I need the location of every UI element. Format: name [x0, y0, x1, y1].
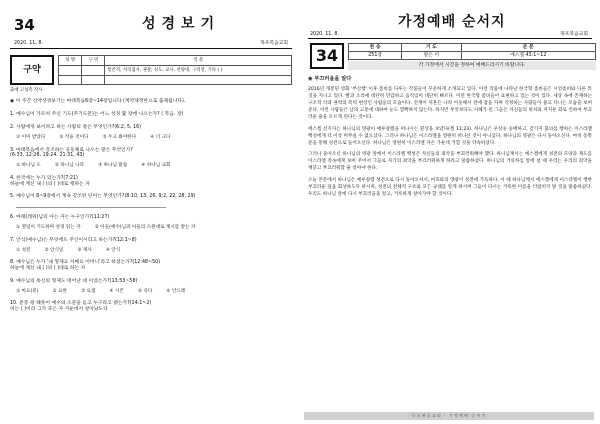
choice[interactable]: ② 아들(예수)님과 아들의 소원대로 계시를 받는 자 — [94, 225, 196, 231]
district-cell[interactable] — [82, 75, 105, 84]
question-text: 2. 사람에게 보이려고 하는 사람의 장은 무엇인가?(6:2, 5, 16) — [10, 125, 142, 131]
date: 2020. 11. 8. — [310, 32, 339, 37]
issue-number: 34 — [310, 43, 344, 69]
choice[interactable]: ③ 요셉 — [80, 288, 96, 294]
role-options: 항존직, 서리집사, 권찰, 성도, 교사, 찬양대, 구역장, 기타 ( ) — [105, 65, 292, 75]
right-page — [300, 0, 600, 424]
worship-title: 가정예배 순서지 — [398, 14, 506, 30]
choice[interactable]: ② 안식일 — [44, 247, 64, 253]
prayer-value: 말은 이 — [402, 52, 461, 60]
question-text: 7. 안식(예수님)은 무엇에도 주인이시라고 하는가?(12:1~8) — [10, 237, 137, 243]
question-sub: 이는 ( )이라 그가 죽은 자 가운데서 살아났도다 — [10, 307, 108, 313]
question — [10, 215, 292, 230]
question — [10, 176, 292, 188]
question — [10, 238, 292, 253]
footer-bar: 목포복음교회 · 가정예배 순서지 — [304, 412, 594, 420]
choice[interactable]: ② 하나님 나라 — [54, 163, 85, 169]
scripture-header: 본 문 — [461, 44, 596, 52]
name-cell[interactable] — [59, 65, 82, 75]
role-cell[interactable] — [105, 75, 292, 84]
church-name: 목포복음교회 — [260, 41, 288, 46]
question-text: 10. 분봉 왕 헤롯이 예수의 소문을 듣고 누구라고 했는가?(14:1~2) — [10, 301, 152, 307]
right-header — [308, 10, 592, 82]
church-name: 목포복음교회 — [560, 32, 588, 37]
choice-list — [10, 135, 292, 141]
hymn-value: 251장 — [349, 52, 402, 60]
choice[interactable]: ③ 두고 봐야한다 — [102, 134, 137, 140]
question-text: 6. 마태(레위)님의 아는 자는 누구인가?(11:27) — [10, 215, 110, 221]
choice-list — [10, 163, 292, 169]
col-role: 직 분 — [105, 56, 292, 66]
choice[interactable]: ① 열일이 기도하며 성경 읽는 자 — [16, 225, 81, 231]
choice-list — [10, 289, 292, 295]
col-district: 구 역 — [82, 56, 105, 66]
choice-list — [10, 248, 292, 254]
question-sub: 하늘에 계신 내 ( )의 ( )대로 행하는 자 — [10, 181, 90, 187]
choice[interactable]: ③ 제사 — [77, 247, 92, 253]
choice[interactable]: ② 요한 — [52, 288, 67, 294]
prayer-header: 기 도 — [402, 44, 461, 52]
info-table — [58, 55, 292, 85]
answer-line[interactable] — [16, 203, 166, 208]
date: 2020. 11. 8. — [14, 41, 43, 46]
question-sub: 하늘에 계신 내 ( )의 ( )대로 하는 자 — [10, 266, 86, 272]
question-sub: (6:33, 12:28, 19:24, 21:31, 43) — [10, 153, 85, 159]
sermon-paragraph: 오늘 본문에서 하나님은 예루살렘 성전으로 다시 돌아오셔서, 여호와의 영광이 성전에 가득하다. 이 때 하나님께서 에스겔에게 이스라엘이 행한 부끄러운 일을 회상하도록 하시며, 성전의 전체적 구조와 모든 규례를 알게 하시며 그들이 다시는 거룩한 이름을 더럽히지 말 것을 말씀하셨다. 우리도 하나님 앞에 다시 부끄러움을 알고, 거룩하게 살아가야 할 것이다. — [308, 178, 592, 197]
choice[interactable]: ① 하나님 도 — [16, 163, 41, 169]
question-text: 3. 마태복음에서 강조하는 공동체로 나오는 말은 무엇인가? — [10, 147, 133, 153]
question — [10, 301, 292, 313]
question — [10, 112, 292, 118]
question — [10, 260, 292, 272]
question — [10, 125, 292, 140]
choice[interactable]: ⑥ 안드레 — [166, 288, 186, 294]
choice[interactable]: ④ 시몬 — [109, 288, 124, 294]
choice[interactable]: ④ 하나님 교회 — [141, 163, 171, 169]
district-cell[interactable] — [82, 65, 105, 75]
question-text: 1. 예수님이 가르쳐 주신 기도(주기도문)는 어느 성경 몇 장에 나오는가? ( 복음. 장) — [10, 112, 184, 118]
choice[interactable]: ④ 더 크다 — [150, 134, 171, 140]
name-cell[interactable] — [59, 75, 82, 84]
question — [10, 194, 292, 208]
col-name: 성 명 — [59, 56, 82, 66]
issue-number: 34 — [14, 16, 35, 34]
question — [10, 279, 292, 294]
sermon-title: ◉ 부끄러움을 알다 — [308, 76, 352, 82]
left-header — [10, 10, 292, 52]
choice[interactable]: ③ 하나님 말씀 — [98, 163, 128, 169]
page-title: 성경보기 — [142, 16, 221, 32]
hymn-header: 찬 송 — [349, 44, 402, 52]
question-text: 4. 한국에는 누가 있는가?(7:21) — [10, 175, 78, 181]
question-text: 9. 예수님의 옥신의 형제도 태어난 대 이었는가?(13:53~58) — [10, 278, 138, 284]
choice-list — [10, 225, 292, 231]
choice[interactable]: ① 마요(분) — [16, 288, 39, 294]
sermon-paragraph: 에스겔 선지자는 하나님의 영광이 예루살렘을 떠나시는 환상을 보았다(겔 11:23). 하나님은 우상숭 숭배하고, 갖가지 불의를 행하는 이스라엘 백성에게 더 이상 머무실 수 없으셨다. 그러나 하나님은 이스라엘을 영원히 떠나신 것이 아니셨다. 하나님의 영광은 다시 돌아오신다. 마치 동쪽 문을 통해 성전으로 들어오신다. 하나님은 영원히 이스라엘 자손 가운데 거할 것을 약속하셨다. — [308, 126, 592, 146]
choice[interactable]: ② 작을 것이다 — [59, 134, 89, 140]
question-list — [10, 112, 292, 313]
choice[interactable]: ① 이미 받았다 — [16, 134, 46, 140]
choice[interactable]: ① 성전 — [16, 247, 31, 253]
intro-text: ◉ 이 주간 신약성경보기는 마태복음6장~14장입니다 (계약제정한으로 출제됩니다). — [10, 99, 186, 105]
divider — [308, 38, 592, 39]
question-text: 5. 예수님이 8~9장에서 계속 강조한 단어는 무엇인가?(8:10, 13, 26, 9:2, 22, 28, 29) — [10, 194, 196, 200]
question — [10, 148, 292, 169]
divider — [10, 48, 292, 49]
testament-label: 구약 — [10, 55, 54, 85]
choice[interactable]: ⑤ 유다 — [137, 288, 153, 294]
question-text: 8. 예수님은 누가 '내 형제요 자매요 어머니'라고 하셨는가?(12:48~50) — [10, 260, 161, 266]
meta-line: 출애 고성측 작사 — [10, 88, 43, 93]
sermon-paragraph: 그러나 돌아오신 하나님의 영광 앞에서 이스라엘 백성은 자신들의 죄악을 부끄러워해야 했다. 하나님께서는 에스겔에게 성전의 모양과 제도를 이스라엘 족속에게 보여 주어서 그들로 자기의 죄악을 부끄러워하게 하라고 말씀하셨다. 하나님의 거룩하심 앞에 설 때 우리는 우리의 죄악을 깨닫고 부끄러워할 줄 알아야 한다. — [308, 152, 592, 172]
order-table — [348, 43, 596, 60]
caption: 각 가정에서 시간을 정하여 예배드리시기 바랍니다. — [348, 61, 596, 70]
sermon-paragraph: 2016년 개봉된 영화 '부산행' 이후 좀비를 다루는 작품들이 꾸준하게 소개되고 있다. 이런 작품에 나타난 한국형 좀비들은 시얻좀비와 다른 특징을 지니고 있다. 빨과 소리에 대단히 민감하고 움직임이 대단히 빠르다. 이런 한국형 좀비들이 표현하고 있는 것이 있다. 세상 속에 존재하는 구조적 악과 권력의 폭력 현상인 사람들의 모습이다. 전쟁이 뒤흔든 나라 이웃해서 전에 잠을 자며 걱정하는 사람들이 물고 다니는 모습을 보여 준다. 이런 사람들은 남의 고통에 대하여 눈도 깜빡하지 않는다. 하지만 무엇보다도 지혜가 된 그들은 자신들의 위치와 저지른 죄로 인하여 부끄러운 줄을 모르게 된다는 것이다. — [308, 87, 592, 120]
info-row — [10, 55, 292, 85]
scripture-value: 에스겔 43:1~12 — [461, 52, 596, 60]
choice[interactable]: ④ 안식 — [105, 247, 121, 253]
